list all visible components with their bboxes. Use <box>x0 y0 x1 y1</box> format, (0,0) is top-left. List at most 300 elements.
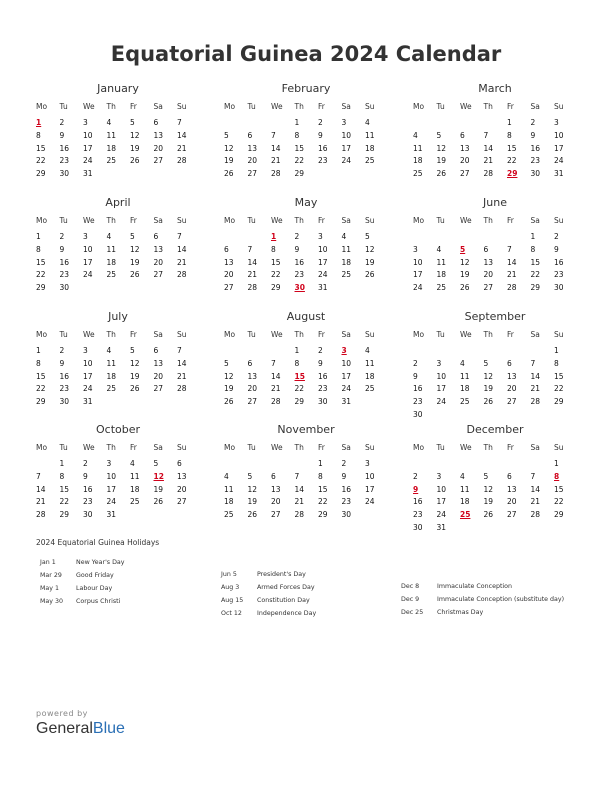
holiday-date: Jan 1 <box>40 559 56 566</box>
week-row <box>413 117 577 130</box>
holiday-day-cell: 15 <box>294 371 305 381</box>
empty-day-cell <box>271 345 295 358</box>
day-cell: 2 <box>294 232 300 241</box>
holiday-day-cell: 3 <box>341 346 347 355</box>
day-cell: 15 <box>294 143 305 153</box>
day-cell: 1 <box>59 459 65 468</box>
day-cell: 2 <box>59 346 65 355</box>
day-cell: 1 <box>318 459 323 468</box>
week-row <box>224 155 388 168</box>
day-cell: 18 <box>365 371 375 381</box>
empty-day-cell <box>177 509 201 522</box>
weekday-label: We <box>83 102 95 111</box>
day-cell: 14 <box>530 371 541 381</box>
weekday-label: Su <box>177 102 187 111</box>
day-cell: 6 <box>153 232 159 241</box>
day-cell: 13 <box>507 371 517 381</box>
day-cell: 16 <box>59 257 70 267</box>
day-cell: 20 <box>153 143 164 153</box>
day-cell: 10 <box>365 471 375 481</box>
day-cell: 28 <box>247 283 258 293</box>
week-row <box>413 244 577 257</box>
day-cell: 4 <box>106 232 112 241</box>
holiday-date: Oct 12 <box>221 610 242 617</box>
weekday-label: Sa <box>530 102 540 111</box>
day-cell: 8 <box>59 471 65 481</box>
day-cell: 4 <box>224 471 229 481</box>
empty-day-cell <box>224 458 248 471</box>
day-cell: 6 <box>483 244 489 254</box>
day-cell: 6 <box>247 358 253 368</box>
empty-day-cell <box>318 168 342 181</box>
day-cell: 1 <box>36 346 41 355</box>
day-cell: 26 <box>247 510 258 520</box>
day-cell: 20 <box>247 156 258 166</box>
day-cell: 31 <box>83 169 93 179</box>
day-cell: 13 <box>153 358 164 368</box>
weekday-label: Su <box>365 330 375 339</box>
day-cell: 13 <box>177 471 187 481</box>
week-row <box>224 282 388 295</box>
day-cell: 30 <box>341 510 352 520</box>
empty-day-cell <box>413 117 437 130</box>
weekday-label: Fr <box>507 330 514 339</box>
holiday-day-cell: 1 <box>36 118 42 127</box>
weekday-label: We <box>271 102 283 111</box>
empty-day-cell <box>248 117 272 130</box>
day-cell: 25 <box>106 384 117 394</box>
weekday-label: Fr <box>507 216 514 225</box>
weekday-label: Fr <box>318 102 325 111</box>
day-cell: 21 <box>483 156 494 166</box>
day-cell: 14 <box>247 257 258 267</box>
day-cell: 25 <box>224 510 234 520</box>
weekday-label: Mo <box>224 330 236 339</box>
day-cell: 27 <box>247 169 258 179</box>
day-cell: 14 <box>294 484 305 494</box>
day-cell: 11 <box>106 358 117 368</box>
day-cell: 18 <box>436 270 447 280</box>
day-cell: 27 <box>247 397 258 407</box>
day-cell: 23 <box>413 397 423 407</box>
weekday-label: Tu <box>247 443 256 452</box>
day-cell: 23 <box>318 384 328 394</box>
brand-logo[interactable] <box>36 720 125 738</box>
day-cell: 28 <box>177 270 187 280</box>
day-cell: 7 <box>177 232 182 241</box>
empty-day-cell <box>437 458 461 471</box>
weekday-label: Mo <box>36 443 48 452</box>
day-cell: 6 <box>153 346 159 355</box>
empty-day-cell <box>460 345 484 358</box>
day-cell: 21 <box>177 257 187 267</box>
weekday-label: Th <box>483 102 493 111</box>
day-cell: 28 <box>271 169 281 179</box>
empty-day-cell <box>484 409 508 422</box>
day-cell: 12 <box>247 484 258 494</box>
week-row <box>413 471 577 484</box>
day-cell: 3 <box>341 118 347 127</box>
day-cell: 5 <box>130 232 135 241</box>
day-cell: 28 <box>271 397 281 407</box>
day-cell: 25 <box>106 156 117 166</box>
day-cell: 7 <box>177 118 182 127</box>
day-cell: 7 <box>177 346 182 355</box>
empty-day-cell <box>507 231 531 244</box>
day-cell: 1 <box>507 118 512 127</box>
day-cell: 13 <box>224 257 234 267</box>
day-cell: 19 <box>247 497 258 507</box>
day-cell: 9 <box>59 244 65 254</box>
day-cell: 3 <box>365 459 370 468</box>
empty-day-cell <box>531 409 555 422</box>
month-name: March <box>478 82 512 95</box>
weekday-label: Fr <box>507 102 514 111</box>
holiday-item <box>221 609 381 618</box>
holiday-item <box>401 582 571 591</box>
weekday-label: Tu <box>59 102 68 111</box>
empty-day-cell <box>248 458 272 471</box>
weekday-label: Mo <box>413 102 425 111</box>
day-cell: 16 <box>318 143 328 153</box>
day-cell: 25 <box>130 497 140 507</box>
empty-day-cell <box>507 522 531 535</box>
week-row <box>413 383 577 396</box>
empty-day-cell <box>460 522 484 535</box>
day-cell: 17 <box>341 143 352 153</box>
month-february <box>224 82 388 181</box>
weekday-header <box>413 328 577 342</box>
day-cell: 30 <box>83 510 93 520</box>
weekday-label: Fr <box>130 102 137 111</box>
week-row <box>224 509 388 522</box>
day-cell: 9 <box>318 130 323 140</box>
empty-day-cell <box>107 168 131 181</box>
weekday-label: Su <box>554 102 564 111</box>
day-cell: 14 <box>177 130 187 140</box>
day-cell: 29 <box>36 397 46 407</box>
day-cell: 21 <box>247 270 258 280</box>
day-cell: 6 <box>247 130 253 140</box>
day-cell: 24 <box>83 156 93 166</box>
day-cell: 15 <box>507 143 517 153</box>
day-cell: 30 <box>59 397 70 407</box>
day-cell: 27 <box>483 283 494 293</box>
day-cell: 21 <box>530 384 541 394</box>
weekday-label: Fr <box>318 443 325 452</box>
holiday-name: Labour Day <box>76 585 113 592</box>
week-row <box>224 130 388 143</box>
week-row <box>36 484 200 497</box>
weekday-label: Th <box>483 443 493 452</box>
day-cell: 22 <box>554 384 564 394</box>
day-cell: 29 <box>59 510 70 520</box>
day-cell: 6 <box>153 118 159 127</box>
week-row <box>36 358 200 371</box>
holiday-day-cell: 12 <box>153 471 164 481</box>
day-cell: 21 <box>177 371 187 381</box>
day-cell: 7 <box>294 471 300 481</box>
day-cell: 11 <box>130 471 140 481</box>
week-row <box>36 345 200 358</box>
week-row <box>413 231 577 244</box>
week-row <box>224 383 388 396</box>
weekday-label: Th <box>483 216 493 225</box>
week-row <box>413 130 577 143</box>
day-cell: 9 <box>530 130 536 140</box>
week-row <box>36 130 200 143</box>
day-cell: 29 <box>554 510 564 520</box>
day-cell: 20 <box>460 156 470 166</box>
month-name: February <box>281 82 331 95</box>
month-may <box>224 196 388 295</box>
weekday-label: Mo <box>224 443 236 452</box>
weekday-label: Mo <box>413 330 425 339</box>
day-cell: 9 <box>294 244 300 254</box>
day-cell: 2 <box>554 232 559 241</box>
day-cell: 23 <box>294 270 305 280</box>
day-cell: 2 <box>413 471 418 481</box>
day-cell: 21 <box>271 384 281 394</box>
day-cell: 15 <box>59 484 70 494</box>
holiday-column <box>221 570 381 622</box>
day-cell: 10 <box>554 130 564 140</box>
holiday-item <box>221 596 381 605</box>
weekday-header <box>224 100 388 114</box>
holiday-name: Corpus Christi <box>76 598 121 605</box>
day-cell: 7 <box>483 130 489 140</box>
powered-by-text: powered by <box>36 709 88 718</box>
weekday-label: Sa <box>153 102 163 111</box>
day-cell: 27 <box>153 270 164 280</box>
day-cell: 10 <box>83 244 93 254</box>
day-cell: 22 <box>507 156 517 166</box>
week-row <box>224 257 388 270</box>
weekday-label: Su <box>365 216 375 225</box>
day-cell: 14 <box>177 244 187 254</box>
week-row <box>36 168 200 181</box>
week-row <box>413 282 577 295</box>
weekday-label: Mo <box>413 216 425 225</box>
month-name: August <box>286 310 326 323</box>
weekday-label: We <box>271 330 283 339</box>
day-cell: 12 <box>130 358 140 368</box>
week-row <box>224 143 388 156</box>
holiday-name: New Year's Day <box>76 559 125 566</box>
day-cell: 6 <box>507 471 512 481</box>
empty-day-cell <box>224 117 248 130</box>
holiday-date: Dec 9 <box>401 596 420 603</box>
day-cell: 28 <box>177 384 187 394</box>
day-cell: 9 <box>413 371 418 381</box>
day-cell: 17 <box>436 497 447 507</box>
weekday-label: Mo <box>413 443 425 452</box>
empty-day-cell <box>224 231 248 244</box>
day-cell: 15 <box>318 484 328 494</box>
day-cell: 29 <box>554 397 564 407</box>
weekday-header <box>36 214 200 228</box>
day-cell: 16 <box>341 484 352 494</box>
holiday-name: Immaculate Conception (substitute day) <box>437 596 565 603</box>
holiday-item <box>40 584 200 593</box>
empty-day-cell <box>224 345 248 358</box>
empty-day-cell <box>177 282 201 295</box>
week-row <box>224 117 388 130</box>
empty-day-cell <box>460 458 484 471</box>
day-cell: 17 <box>436 384 447 394</box>
day-cell: 30 <box>530 169 541 179</box>
day-cell: 16 <box>59 143 70 153</box>
day-cell: 12 <box>483 371 494 381</box>
day-cell: 13 <box>247 143 258 153</box>
day-cell: 2 <box>59 118 65 127</box>
day-cell: 3 <box>554 118 559 127</box>
day-cell: 25 <box>341 270 352 280</box>
day-cell: 16 <box>413 497 423 507</box>
day-cell: 26 <box>483 510 494 520</box>
day-cell: 1 <box>36 232 41 241</box>
weekday-label: Th <box>294 102 304 111</box>
day-cell: 24 <box>554 156 564 166</box>
week-row <box>36 155 200 168</box>
week-row <box>413 484 577 497</box>
weekday-label: Su <box>177 330 187 339</box>
day-cell: 23 <box>59 270 70 280</box>
day-cell: 1 <box>554 459 559 468</box>
day-cell: 7 <box>530 471 536 481</box>
day-cell: 8 <box>554 358 559 368</box>
day-cell: 12 <box>224 371 234 381</box>
day-cell: 11 <box>224 484 234 494</box>
day-cell: 22 <box>36 270 46 280</box>
day-cell: 28 <box>530 510 541 520</box>
holiday-item <box>40 597 200 606</box>
day-cell: 26 <box>483 397 494 407</box>
day-cell: 14 <box>507 257 517 267</box>
weekday-label: We <box>83 216 95 225</box>
month-march <box>413 82 577 181</box>
weekday-label: Tu <box>436 330 445 339</box>
day-cell: 22 <box>271 270 281 280</box>
empty-day-cell <box>554 522 578 535</box>
day-cell: 7 <box>507 244 512 254</box>
day-cell: 17 <box>365 484 375 494</box>
empty-day-cell <box>248 231 272 244</box>
day-cell: 31 <box>106 510 117 520</box>
weekday-label: Su <box>177 443 187 452</box>
day-cell: 3 <box>106 459 112 468</box>
month-june <box>413 196 577 295</box>
empty-day-cell <box>484 458 508 471</box>
weekday-label: We <box>460 102 472 111</box>
holiday-day-cell: 5 <box>460 244 466 254</box>
week-row <box>413 522 577 535</box>
day-cell: 11 <box>460 371 470 381</box>
weekday-label: Sa <box>153 330 163 339</box>
day-cell: 30 <box>59 283 70 293</box>
day-cell: 24 <box>83 270 93 280</box>
holiday-day-cell: 29 <box>507 169 518 179</box>
weekday-label: Tu <box>247 216 256 225</box>
day-cell: 20 <box>247 384 258 394</box>
day-cell: 20 <box>483 270 494 280</box>
weekday-label: Th <box>294 216 304 225</box>
day-cell: 29 <box>36 169 46 179</box>
day-cell: 12 <box>130 130 140 140</box>
weekday-label: We <box>271 216 283 225</box>
weekday-label: Su <box>365 102 375 111</box>
day-cell: 11 <box>106 130 117 140</box>
holiday-name: President's Day <box>257 571 306 578</box>
day-cell: 26 <box>153 497 164 507</box>
month-april <box>36 196 200 295</box>
day-cell: 12 <box>436 143 447 153</box>
day-cell: 4 <box>106 118 112 127</box>
day-cell: 17 <box>554 143 564 153</box>
day-cell: 8 <box>318 471 323 481</box>
day-cell: 31 <box>436 522 447 532</box>
empty-day-cell <box>342 168 366 181</box>
day-cell: 5 <box>483 358 489 368</box>
day-cell: 22 <box>294 156 305 166</box>
empty-day-cell <box>460 409 484 422</box>
day-cell: 17 <box>83 257 93 267</box>
day-cell: 19 <box>483 497 494 507</box>
empty-day-cell <box>437 117 461 130</box>
day-cell: 19 <box>436 156 447 166</box>
empty-day-cell <box>460 231 484 244</box>
day-cell: 30 <box>413 409 423 419</box>
holiday-day-cell: 25 <box>460 510 471 520</box>
day-cell: 4 <box>365 118 370 127</box>
day-cell: 3 <box>318 232 323 241</box>
day-cell: 19 <box>365 257 375 267</box>
day-cell: 26 <box>130 156 140 166</box>
day-cell: 10 <box>436 484 447 494</box>
day-cell: 8 <box>294 130 300 140</box>
weekday-label: Th <box>106 216 116 225</box>
holiday-name: Immaculate Conception <box>437 583 513 590</box>
week-row <box>224 269 388 282</box>
day-cell: 9 <box>318 358 323 368</box>
day-cell: 5 <box>130 346 135 355</box>
empty-day-cell <box>365 396 389 409</box>
weekday-label: Tu <box>436 102 445 111</box>
day-cell: 29 <box>271 283 281 293</box>
day-cell: 27 <box>507 397 517 407</box>
day-cell: 3 <box>436 471 442 481</box>
weekday-label: Fr <box>130 216 137 225</box>
holiday-date: Mar 29 <box>40 572 62 579</box>
day-cell: 7 <box>271 358 276 368</box>
week-row <box>413 371 577 384</box>
holiday-item <box>401 608 571 617</box>
day-cell: 10 <box>318 244 328 254</box>
day-cell: 13 <box>271 484 281 494</box>
holidays-title: 2024 Equatorial Guinea Holidays <box>36 538 160 547</box>
day-cell: 6 <box>271 471 276 481</box>
day-cell: 3 <box>83 346 88 355</box>
week-row <box>413 409 577 422</box>
day-cell: 19 <box>224 384 234 394</box>
empty-day-cell <box>365 168 389 181</box>
weekday-header <box>36 441 200 455</box>
day-cell: 14 <box>271 143 281 153</box>
weekday-label: Su <box>554 330 564 339</box>
week-row <box>224 358 388 371</box>
day-cell: 21 <box>530 497 541 507</box>
day-cell: 15 <box>36 143 46 153</box>
